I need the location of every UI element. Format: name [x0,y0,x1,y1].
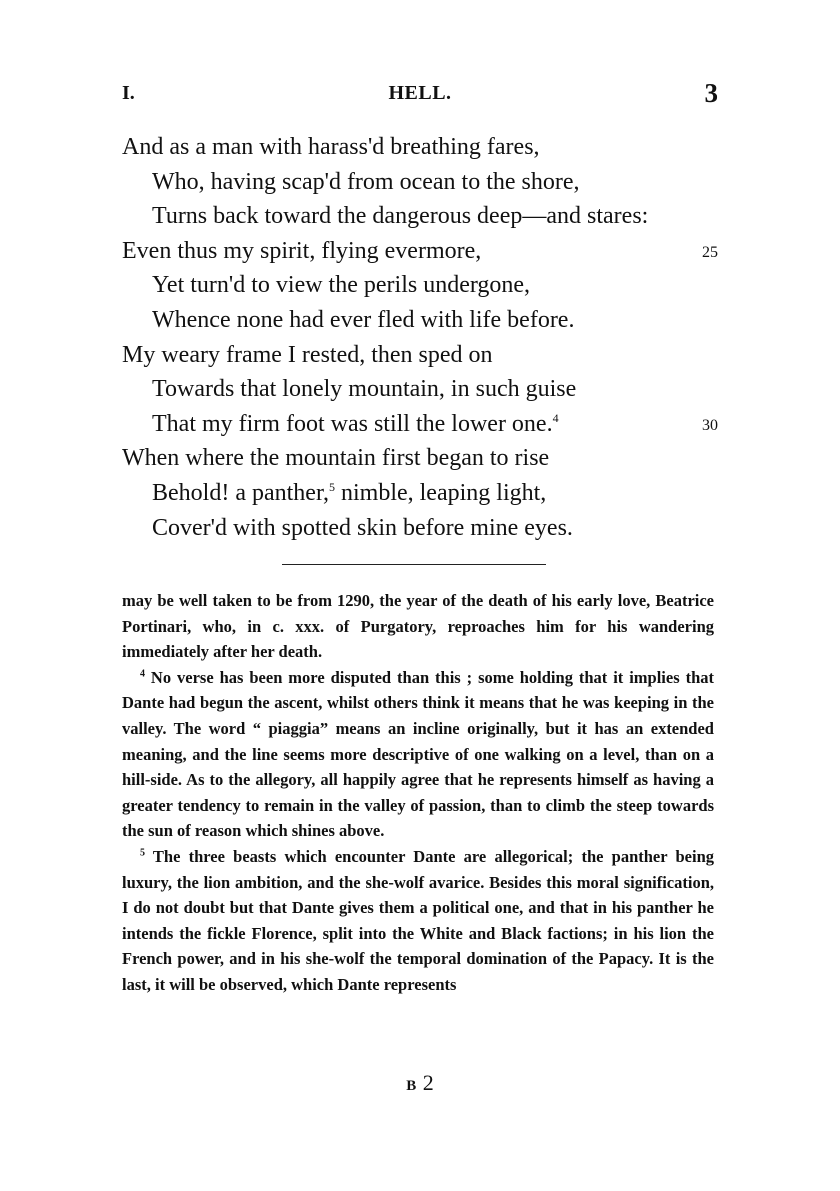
verse-line [122,130,722,165]
verse-text: That my firm foot was still the lower one. [152,410,553,437]
running-head [122,80,718,110]
footnote [122,588,714,665]
footnote-text: The three beasts which encounter Dante are allegorical; the panther being luxury, the lion ambition, and the she-wolf avarice. Besides this moral signification, I do not doubt but that Dante gives them a political one, and that in his panther he intends the fickle Florence, split into the White and Black factions; in his lion the French power, and in his she-wolf the temporal domination of the Papacy. It is the last, it will be observed, which Dante represents [122,846,714,994]
footnote-marker: 5 [140,847,145,859]
verse-text: Behold! a panther, [152,479,329,506]
verse-line [122,511,722,546]
verse-line [122,234,722,269]
verse-text: Whence none had ever fled with life before. [152,306,575,333]
verse-line [122,199,722,234]
verse-line [122,268,722,303]
verse-line [122,165,722,200]
footnote [122,665,714,844]
line-number: 30 [702,416,718,434]
footnote [122,844,714,998]
verse-text: Turns back toward the dangerous deep—and stares: [152,203,649,230]
footnotes [122,588,714,998]
verse-text: And as a man with harass'd breathing fares, [122,134,540,160]
verse-text: Yet turn'd to view the perils undergone, [152,272,531,299]
verse-line [122,407,722,442]
verse-text-cont: nimble, leaping light, [334,479,547,506]
footnote-marker: 4 [140,668,145,680]
signature-letter: B [406,1078,418,1094]
verse-text: When where the mountain first began to rise [122,445,550,472]
verse-text: Towards that lonely mountain, in such guise [152,376,577,403]
verse-line [122,372,722,407]
section-title: HELL. [388,82,452,104]
canto-number: I. [122,82,135,104]
footnote-text: may be well taken to be from 1290, the year of the death of his early love, Beatrice Portinari, who, in c. xxx. of Purgatory, reproaches him for his wandering immediately after her death. [122,591,714,662]
verse-line [122,303,722,338]
verse-text: Cover'd with spotted skin before mine eyes. [152,514,573,541]
verse-line [122,441,722,476]
footnote-ref: 4 [552,410,559,425]
verse-block [122,130,722,545]
signature-number: 2 [422,1070,434,1095]
verse-text: Who, having scap'd from ocean to the shore, [152,168,580,195]
footnote-text: No verse has been more disputed than this ; some holding that it implies that Dante had begun the ascent, whilst others think it means that he was keeping in the valley. The word “ piaggia” means an incline originally, but it has an extended meaning, and the line seems more descriptive of one walking on a level, than on a hill-side. As to the allegory, all happily agree that he represents himself as having a greater tendency to remain in the valley of passion, than to climb the steep towards the sun of reason which shines above. [122,667,714,841]
page-number: 3 [704,78,718,108]
footnote-ref: 5 [328,479,335,494]
footnote-divider [282,564,546,565]
verse-line [122,476,722,511]
verse-text: Even thus my spirit, flying evermore, [122,237,482,264]
verse-line [122,338,722,373]
verse-text: My weary frame I rested, then sped on [122,341,493,368]
line-number: 25 [702,243,718,261]
signature-mark [0,1070,840,1096]
